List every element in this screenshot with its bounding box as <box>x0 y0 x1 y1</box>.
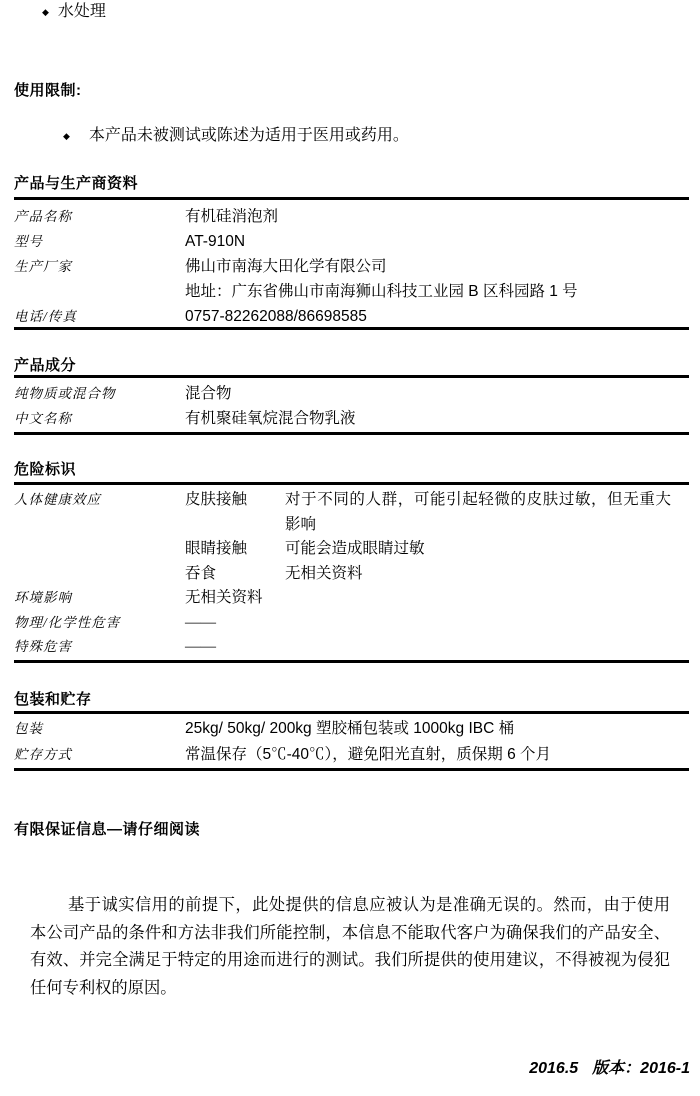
table-row <box>14 304 689 329</box>
row-value: 有机聚硅氧烷混合物乳液 <box>185 410 356 427</box>
row-sublabel: 无相关资料 <box>185 589 263 606</box>
application-bullet-item <box>42 2 106 22</box>
table-row <box>14 537 689 562</box>
hazards-table <box>14 488 689 660</box>
composition-table <box>14 381 689 431</box>
row-value: 地址：广东省佛山市南海狮山科技工业园 B 区科园路 1 号 <box>185 283 578 300</box>
row-label: 电话/传真 <box>14 309 77 324</box>
table-row <box>14 716 689 742</box>
row-value <box>285 586 671 611</box>
row-value: 常温保存（5℃-40℃），避免阳光直射，质保期 6 个月 <box>185 746 552 763</box>
row-label: 产品名称 <box>14 209 72 224</box>
row-sublabel: 眼睛接触 <box>185 540 248 557</box>
row-sublabel: —— <box>185 613 216 631</box>
row-value: 有机硅消泡剂 <box>185 208 279 225</box>
application-bullet-text: 水处理 <box>57 3 106 20</box>
row-label: 包装 <box>14 721 43 736</box>
divider-rule <box>14 482 689 485</box>
footer-version: 版本：2016-1 <box>592 1060 690 1077</box>
row-label: 生产厂家 <box>14 259 72 274</box>
row-sublabel: 吞食 <box>185 564 217 582</box>
row-sublabel: 皮肤接触 <box>185 491 248 508</box>
table-row <box>14 229 689 254</box>
product-info-heading: 产品与生产商资料 <box>14 175 139 192</box>
warranty-paragraph: 基于诚实信用的前提下，此处提供的信息应被认为是准确无误的。然而，由于使用本公司产品的条件和方法非我们所能控制，本信息不能取代客户为确保我们的产品安全、有效、并完全满足于特定的用途而进行的测试。我们所提供的使用建议，不得被视为侵犯任何专利权的原因。 <box>30 895 670 997</box>
row-label <box>14 562 185 587</box>
packaging-heading: 包装和贮存 <box>14 691 92 708</box>
row-value: 佛山市南海大田化学有限公司 <box>185 258 387 275</box>
restrictions-bullet-text: 本产品未被测试或陈述为适用于医用或药用。 <box>88 127 409 144</box>
table-row <box>14 635 689 660</box>
divider-rule <box>14 197 689 200</box>
footer-date: 2016.5 <box>529 1060 579 1077</box>
table-row <box>14 742 689 768</box>
table-row <box>14 406 689 431</box>
row-label: 纯物质或混合物 <box>14 386 116 401</box>
row-value: AT-910N <box>185 233 246 250</box>
restrictions-bullet-item <box>63 126 409 146</box>
row-label: 人体健康效应 <box>14 492 101 507</box>
row-sublabel: —— <box>185 638 216 655</box>
table-row <box>14 586 689 611</box>
row-value: 0757-82262088/86698585 <box>185 308 367 325</box>
bullet-diamond-icon: ◆ <box>42 7 49 17</box>
row-label: 特殊危害 <box>14 639 72 654</box>
table-row <box>14 204 689 229</box>
row-value: 25kg/ 50kg/ 200kg 塑胶桶包装或 1000kg IBC 桶 <box>185 720 515 737</box>
warranty-heading: 有限保证信息—请仔细阅读 <box>14 821 201 838</box>
row-label: 物理/化学性危害 <box>14 614 121 630</box>
table-row <box>14 381 689 406</box>
bullet-diamond-icon: ◆ <box>63 131 70 141</box>
restrictions-heading: 使用限制: <box>14 82 82 99</box>
row-label <box>14 279 185 304</box>
row-label: 型号 <box>14 234 43 249</box>
divider-rule <box>14 327 689 330</box>
divider-rule <box>14 432 689 435</box>
table-row <box>14 562 689 587</box>
hazards-heading: 危险标识 <box>14 461 77 478</box>
row-value <box>285 611 671 636</box>
composition-heading: 产品成分 <box>14 357 77 374</box>
row-value <box>285 635 671 660</box>
table-row <box>14 279 689 304</box>
table-row <box>14 488 689 537</box>
packaging-table <box>14 716 689 768</box>
table-row <box>14 611 689 636</box>
row-label: 中文名称 <box>14 411 72 426</box>
row-value: 无相关资料 <box>285 564 363 582</box>
product-info-table <box>14 204 689 329</box>
divider-rule <box>14 660 689 663</box>
row-value: 可能会造成眼睛过敏 <box>285 540 425 557</box>
row-value: 混合物 <box>185 385 232 402</box>
divider-rule <box>14 711 689 714</box>
row-label <box>14 537 185 562</box>
divider-rule <box>14 768 689 771</box>
row-value: 对于不同的人群，可能引起轻微的皮肤过敏，但无重大影响 <box>285 491 671 533</box>
row-label: 贮存方式 <box>14 747 72 762</box>
table-row <box>14 254 689 279</box>
version-footer <box>529 1058 690 1080</box>
row-label: 环境影响 <box>14 590 72 605</box>
divider-rule <box>14 375 689 378</box>
